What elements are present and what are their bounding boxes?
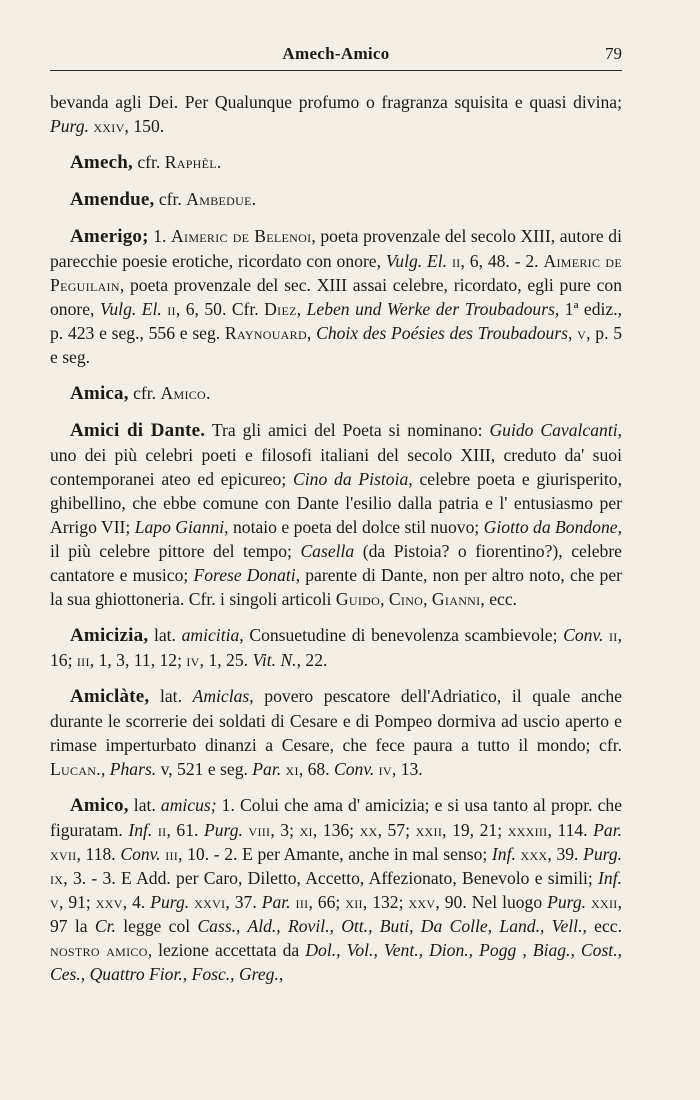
small-caps-text: xxii (415, 820, 443, 840)
text-run: Tra gli amici del Poeta si nominano: (205, 420, 490, 440)
small-caps-text: Aimeric de Belenoi (171, 226, 312, 246)
entry-amicizia (50, 623, 622, 672)
small-caps-text: Lucan. (50, 759, 101, 779)
italic-text: Vulg. El. (385, 251, 448, 271)
small-caps-text: Aimeric de Peguilain (50, 251, 622, 295)
text-run: , (380, 589, 389, 609)
text-run: , 114. (547, 820, 594, 840)
headword: Amica, (70, 383, 129, 404)
headword: Amendue, (70, 189, 155, 210)
text-run: , 37. (225, 892, 262, 912)
text-run: , (296, 299, 307, 319)
text-run: . (216, 152, 222, 172)
text-run: cfr. (154, 189, 187, 209)
text-run: bevanda agli Dei. Per Qualunque profumo o fragranza squisita e quasi divina; (50, 92, 622, 112)
header-rule (50, 70, 622, 71)
entry-amica (50, 381, 622, 406)
small-caps-text: ix (50, 868, 64, 888)
text-run: , 1ª ediz., p. 423 e seg., 556 e seg. (50, 299, 623, 343)
entries-list (50, 150, 622, 986)
small-caps-text: v (50, 892, 59, 912)
small-caps-text: ii (451, 251, 461, 271)
italic-text: Purg. (583, 844, 623, 864)
continuation-paragraph (50, 90, 622, 138)
entry-amiclate (50, 684, 622, 781)
small-caps-text: iv (378, 759, 392, 779)
italic-text: Par. (261, 892, 291, 912)
text-run: , ecc. (480, 589, 518, 609)
text-run: , (423, 589, 432, 609)
small-caps-text: xxiv (93, 116, 125, 136)
small-caps-text: Raynouard (224, 323, 307, 343)
entry-amerigo (50, 224, 622, 369)
italic-text: Amiclas (192, 686, 250, 706)
text-run: , (100, 759, 110, 779)
page-number: 79 (605, 44, 622, 63)
text-run: lat. (149, 686, 193, 706)
small-caps-text: Ambedue (186, 189, 252, 209)
entry-amendue (50, 187, 622, 212)
text-run: lat. (128, 795, 161, 815)
text-run: . (206, 383, 211, 403)
body-text (50, 90, 622, 998)
text-run: , 16; (50, 625, 623, 670)
small-caps-text: xxx (520, 844, 548, 864)
text-run: , poeta provenzale del secolo XIII, autore di parecchie poesie erotiche, ricordato con onore, (50, 226, 622, 271)
small-caps-text: Raphèl (164, 152, 217, 172)
italic-text: Guido Cavalcanti (489, 420, 618, 440)
italic-text: Cino da Pistoia (293, 469, 409, 489)
text-run: , 91; (58, 892, 96, 912)
text-run: . (251, 189, 257, 209)
small-caps-text: xxv (408, 892, 436, 912)
text-run: , uno dei più celebri poeti e filosofi italiani del secolo XIII, creduto da' suoi contemporanei ateo ed epicureo; (50, 420, 623, 489)
italic-text: Cr. (94, 916, 116, 936)
italic-text: Vit. N. (252, 650, 297, 670)
small-caps-text: Diez (264, 299, 297, 319)
italic-text: Inf. (598, 868, 622, 888)
text-run: , il più celebre pittore del tempo; (50, 517, 622, 561)
italic-text: Conv. (334, 759, 375, 779)
text-run: (da Pistoia? o fiorentino?), celebre cantatore e musico; (50, 541, 622, 585)
text-run: , parente di Dante, non per altro noto, che per la sua ghiottoneria. Cfr. i singoli articoli (50, 565, 622, 609)
small-caps-text: ii (157, 820, 167, 840)
text-run: v, 521 e seg. (156, 759, 253, 779)
italic-text: Par. (593, 820, 622, 840)
italic-text: Cass., Ald., Rovil., Ott., Buti, Da Colle, Land., Vell., (197, 916, 587, 936)
italic-text: Par. (252, 759, 282, 779)
small-caps-text: iii (76, 650, 90, 670)
text-run: , 22. (296, 650, 328, 670)
text-run: lat. (148, 625, 182, 645)
text-run: , 68. (298, 759, 334, 779)
italic-text: Phars. (109, 759, 157, 779)
text-run: 1. Colui che ama d' amicizia; e si usa tanto al propr. che figuratam. (50, 795, 623, 840)
text-run: , 3. - 3. E Add. per Caro, Diletto, Accetto, Affezionato, Benevolo e simili; (63, 868, 599, 888)
italic-text: Conv. (563, 625, 604, 645)
text-run: , 1, 3, 11, 12; (89, 650, 187, 670)
text-run: , 10. - 2. E per Amante, anche in mal senso; (178, 844, 492, 864)
italic-text: amicitia (181, 625, 240, 645)
text-run: , p. 5 e seg. (50, 323, 623, 367)
text-run: cfr. (132, 152, 165, 172)
small-caps-text: xvii (50, 844, 77, 864)
text-run: , 61. (166, 820, 204, 840)
italic-text: Inf. (491, 844, 516, 864)
italic-text: Purg. (203, 820, 243, 840)
text-run: , 118. (76, 844, 121, 864)
small-caps-text: Gianni (431, 589, 481, 609)
running-head-title: Amech-Amico (282, 44, 390, 63)
italic-text: Purg. (547, 892, 587, 912)
italic-text: Dol., Vol., Vent., Dion., Pogg , Biag., Cost., Ces., Quattro Fior., Fosc., Greg., (50, 940, 622, 984)
small-caps-text: nostro amico (50, 940, 148, 960)
italic-text: Conv. (120, 844, 161, 864)
italic-text: Leben und Werke der Troubadours (306, 299, 555, 319)
text-run: , 136; (312, 820, 360, 840)
text-run: , 90. Nel luogo (435, 892, 548, 912)
italic-text: Purg. (150, 892, 190, 912)
entry-amici-di-dante (50, 418, 622, 611)
small-caps-text: Guido (335, 589, 381, 609)
text-run: , celebre poeta e giurisperito, ghibellino, che ebbe comune con Dante l'esilio dalla patria e l' entusiasmo per Arrigo VII; (50, 469, 622, 537)
text-run: , 57; (377, 820, 416, 840)
italic-text: Casella (300, 541, 355, 561)
text-run: , notaio e poeta del dolce stil nuovo; (224, 517, 484, 537)
headword: Amici di Dante. (70, 420, 206, 441)
small-caps-text: xi (285, 759, 299, 779)
text-run: , (568, 323, 578, 343)
italic-text: Forese Donati (193, 565, 296, 585)
small-caps-text: ii (167, 299, 176, 319)
text-run: , 6, 48. - 2. (460, 251, 544, 271)
text-run: ecc. (586, 916, 623, 936)
italic-text: Choix des Poésies des Troubadours (316, 323, 569, 343)
headword: Amico, (70, 795, 129, 816)
running-head (50, 40, 622, 70)
italic-text: Purg. (50, 116, 89, 136)
small-caps-text: xx (359, 820, 378, 840)
text-run: , 13. (391, 759, 423, 779)
entry-amico (50, 793, 622, 986)
small-caps-text: iii (165, 844, 179, 864)
italic-text: Inf. (128, 820, 153, 840)
small-caps-text: xxxiii (507, 820, 548, 840)
headword: Amech, (70, 152, 133, 173)
text-run: , 97 la (50, 892, 622, 936)
text-run: , (306, 323, 317, 343)
small-caps-text: viii (248, 820, 271, 840)
italic-text: Giotto da Bondone (483, 517, 618, 537)
text-run: , Consuetudine di benevolenza scambievole; (239, 625, 564, 645)
small-caps-text: xii (345, 892, 363, 912)
text-run: , 1, 25. (199, 650, 253, 670)
small-caps-text: v (577, 323, 587, 343)
text-run: , 66; (308, 892, 346, 912)
small-caps-text: iv (186, 650, 200, 670)
small-caps-text: Cino (388, 589, 424, 609)
text-run: , 150. (124, 116, 165, 136)
small-caps-text: xxv (95, 892, 123, 912)
text-run: , 4. (122, 892, 151, 912)
italic-text: Lapo Gianni (134, 517, 225, 537)
text-run: , povero pescatore dell'Adriatico, il quale anche durante le scorrerie dei soldati di Cesare e di Pompeo dormiva ad uscio aperto e rimase imperturbato dinanzi a Cesare, che fece paura a tutto il mondo; cfr. (50, 686, 622, 755)
italic-text: amicus; (160, 795, 217, 815)
text-run: , 6, 50. Cfr. (175, 299, 265, 319)
small-caps-text: xxvi (194, 892, 226, 912)
small-caps-text: xxii (591, 892, 618, 912)
entry-amech (50, 150, 622, 175)
headword: Amerigo; (70, 226, 149, 247)
text-run: , lezione accettata da (147, 940, 306, 960)
small-caps-text: ii (609, 625, 618, 645)
text-run: , 19, 21; (442, 820, 508, 840)
text-run: , poeta provenzale del sec. XIII assai celebre, ricordato, egli pure con onore, (50, 275, 622, 319)
text-run: 1. (148, 226, 172, 246)
text-run: , 39. (547, 844, 584, 864)
italic-text: Vulg. El. (99, 299, 162, 319)
text-run: , 132; (362, 892, 409, 912)
small-caps-text: Amico (160, 383, 207, 403)
text-run: legge col (115, 916, 198, 936)
headword: Amicizia, (70, 625, 149, 646)
small-caps-text: xi (299, 820, 313, 840)
text-run: cfr. (128, 383, 161, 403)
headword: Amiclàte, (70, 686, 150, 707)
small-caps-text: iii (295, 892, 309, 912)
text-run: , 3; (270, 820, 300, 840)
